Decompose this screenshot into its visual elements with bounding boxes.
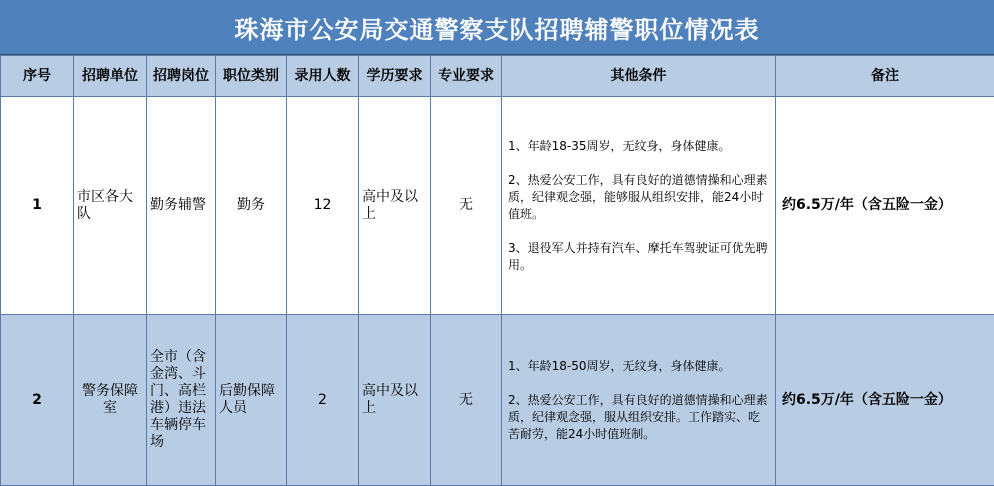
cell-post: 勤务辅警 bbox=[147, 97, 216, 315]
header-conditions: 其他条件 bbox=[502, 56, 776, 97]
cell-major: 无 bbox=[431, 97, 502, 315]
table-row bbox=[1, 97, 994, 315]
header-major: 专业要求 bbox=[431, 56, 502, 97]
cell-note: 约6.5万/年（含五险一金） bbox=[776, 97, 994, 315]
cell-conditions bbox=[502, 315, 776, 486]
sheet-title: 珠海市公安局交通警察支队招聘辅警职位情况表 bbox=[0, 0, 994, 55]
condition-item: 1、年龄18-35周岁，无纹身，身体健康。 bbox=[508, 138, 769, 155]
cell-category: 勤务 bbox=[216, 97, 287, 315]
condition-item: 2、热爱公安工作，具有良好的道德情操和心理素质，纪律观念强，服从组织安排。工作踏实、吃苦耐劳，能24小时值班制。 bbox=[508, 392, 769, 443]
condition-item: 1、年龄18-50周岁，无纹身，身体健康。 bbox=[508, 358, 769, 375]
condition-item: 2、热爱公安工作，具有良好的道德情操和心理素质，纪律观念强，能够服从组织安排，能24小时值班。 bbox=[508, 172, 769, 223]
header-post: 招聘岗位 bbox=[147, 56, 216, 97]
header-note: 备注 bbox=[776, 56, 994, 97]
cell-conditions bbox=[502, 97, 776, 315]
cell-education: 高中及以上 bbox=[359, 315, 431, 486]
header-category: 职位类别 bbox=[216, 56, 287, 97]
cell-education: 高中及以上 bbox=[359, 97, 431, 315]
cell-seq: 2 bbox=[1, 315, 74, 486]
table-row bbox=[1, 315, 994, 486]
header-count: 录用人数 bbox=[287, 56, 359, 97]
condition-item: 3、退役军人并持有汽车、摩托车驾驶证可优先聘用。 bbox=[508, 240, 769, 274]
header-unit: 招聘单位 bbox=[74, 56, 147, 97]
cell-note: 约6.5万/年（含五险一金） bbox=[776, 315, 994, 486]
cell-seq: 1 bbox=[1, 97, 74, 315]
cell-unit: 警务保障室 bbox=[74, 315, 147, 486]
header-row bbox=[1, 56, 994, 97]
cell-major: 无 bbox=[431, 315, 502, 486]
cell-post: 全市（含金湾、斗门、高栏港）违法车辆停车场 bbox=[147, 315, 216, 486]
header-education: 学历要求 bbox=[359, 56, 431, 97]
cell-category: 后勤保障人员 bbox=[216, 315, 287, 486]
cell-count: 12 bbox=[287, 97, 359, 315]
header-seq: 序号 bbox=[1, 56, 74, 97]
cell-unit: 市区各大队 bbox=[74, 97, 147, 315]
cell-count: 2 bbox=[287, 315, 359, 486]
positions-table bbox=[0, 55, 994, 486]
